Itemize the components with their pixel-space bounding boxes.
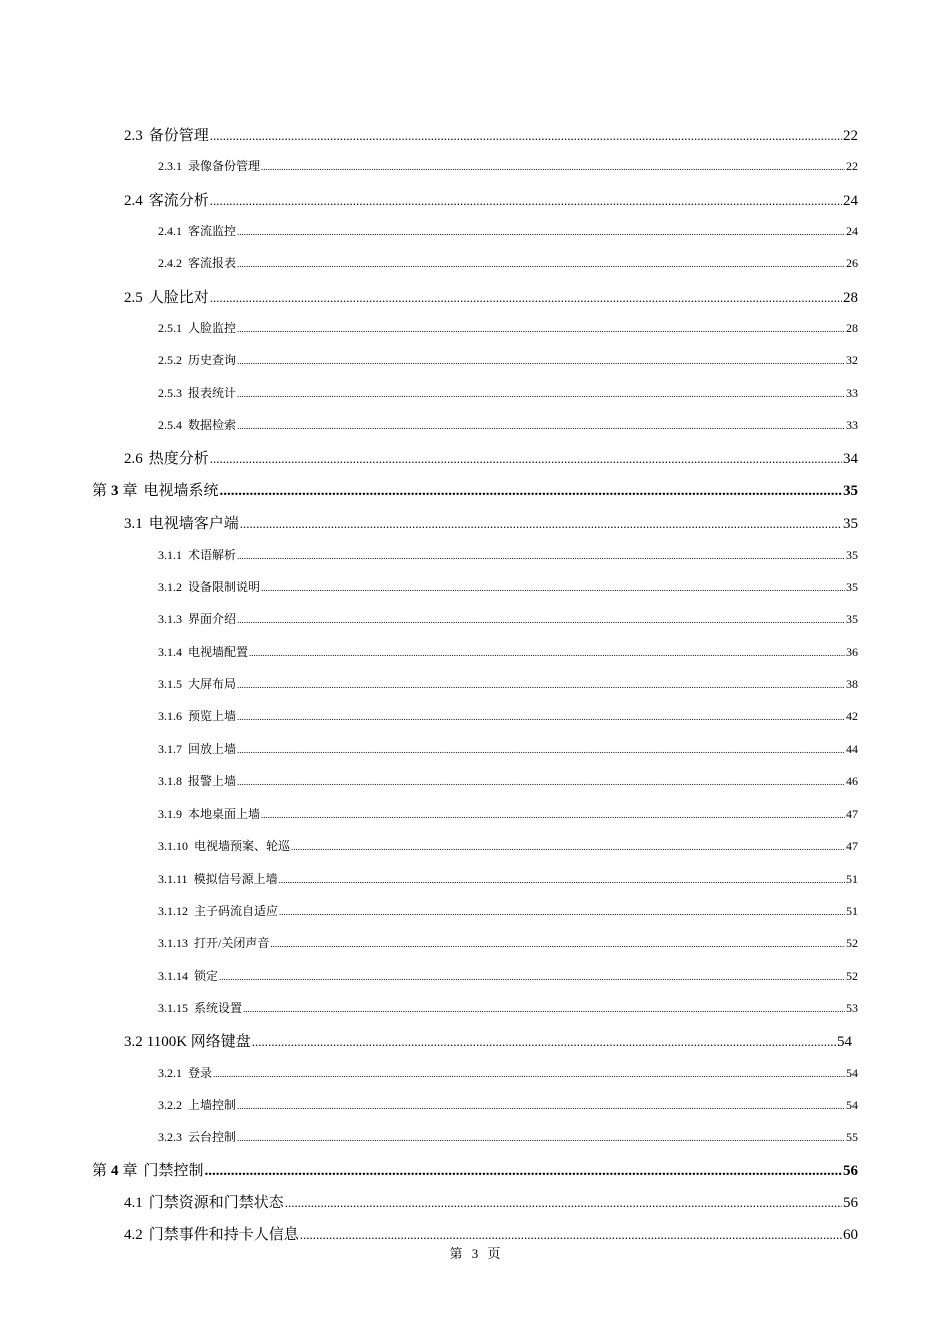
dot-leader — [237, 712, 845, 722]
toc-entry-label — [158, 707, 236, 724]
toc-entry-title: 打开/关闭声音 — [194, 936, 270, 950]
dot-leader — [205, 1163, 842, 1180]
dot-leader — [210, 290, 842, 306]
footer-prefix: 第 — [449, 1246, 463, 1261]
dot-leader — [237, 421, 845, 431]
chapter-prefix: 第 — [92, 483, 108, 499]
section-number: 3.2.2 — [158, 1098, 182, 1112]
toc-entry-label — [158, 254, 236, 271]
toc-entry[interactable] — [158, 222, 858, 239]
dot-leader — [285, 1195, 842, 1211]
toc-entry[interactable] — [158, 1128, 858, 1145]
toc-page-number: 28 — [843, 290, 858, 306]
toc-entry-title: 术语解析 — [188, 548, 237, 562]
section-number: 2.5 — [124, 290, 143, 306]
toc-entry-title: 电视墙系统 — [143, 483, 219, 499]
dot-leader — [300, 1227, 842, 1243]
toc-page-number: 22 — [843, 128, 858, 144]
toc-entry-title: 报表统计 — [188, 386, 237, 400]
section-number: 3.1.14 — [158, 969, 188, 983]
dot-leader — [291, 842, 845, 852]
toc-entry-label — [158, 1064, 212, 1081]
toc-entry[interactable] — [92, 479, 858, 500]
toc-entry-title: 界面介绍 — [188, 612, 237, 626]
toc-page-number: 44 — [846, 742, 858, 756]
toc-page-number: 56 — [843, 1163, 858, 1179]
section-number: 3.1.4 — [158, 645, 182, 659]
dot-leader — [237, 259, 845, 269]
toc-page-number: 35 — [846, 612, 858, 626]
section-number: 4.1 — [124, 1195, 143, 1211]
toc-entry-label — [158, 610, 236, 627]
toc-entry-label — [158, 319, 236, 336]
toc-entry-title: 云台控制 — [188, 1130, 237, 1144]
toc-entry-title: 登录 — [188, 1066, 213, 1080]
toc-page-number: 33 — [846, 386, 858, 400]
toc-entry-title: 上墙控制 — [188, 1098, 237, 1112]
toc-entry-title: 模拟信号源上墙 — [193, 872, 278, 886]
toc-page-number: 51 — [846, 904, 858, 918]
toc-entry[interactable] — [124, 189, 858, 210]
toc-entry-label — [124, 512, 239, 533]
toc-entry[interactable] — [158, 578, 858, 595]
dot-leader — [210, 128, 842, 144]
toc-entry-title: 数据检索 — [188, 418, 237, 432]
section-number: 4.2 — [124, 1227, 143, 1243]
section-number: 3.2 — [124, 1034, 143, 1050]
dot-leader — [243, 1004, 845, 1014]
toc-entry[interactable] — [158, 675, 858, 692]
toc-entry[interactable] — [158, 772, 858, 789]
toc-page-number: 24 — [846, 224, 858, 238]
dot-leader — [220, 483, 842, 500]
toc-entry-title: 历史查询 — [188, 353, 237, 367]
toc-page-number: 36 — [846, 645, 858, 659]
toc-entry-label — [92, 1159, 204, 1180]
toc-entry[interactable] — [158, 707, 858, 724]
toc-entry-label — [158, 1096, 236, 1113]
section-number: 3.1.10 — [158, 839, 188, 853]
toc-entry-title: 门禁事件和持卡人信息 — [148, 1227, 299, 1243]
dot-leader — [249, 648, 845, 658]
toc-page-number: 52 — [846, 969, 858, 983]
toc-entry-title: 电视墙预案、轮巡 — [194, 839, 291, 853]
dot-leader — [261, 810, 845, 820]
toc-entry-title: 人脸比对 — [148, 290, 209, 306]
toc-page-number: 35 — [843, 483, 858, 499]
toc-entry[interactable] — [158, 999, 858, 1016]
toc-page-number: 46 — [846, 774, 858, 788]
section-number: 3.2.3 — [158, 1130, 182, 1144]
toc-entry-title: 人脸监控 — [188, 321, 237, 335]
dot-leader — [237, 356, 845, 366]
section-number: 3.1.5 — [158, 677, 182, 691]
toc-entry[interactable] — [158, 934, 858, 951]
toc-entry-label — [158, 675, 236, 692]
dot-leader — [237, 745, 845, 755]
toc-entry[interactable] — [158, 254, 858, 271]
toc-entry[interactable] — [124, 1223, 858, 1244]
toc-entry-title: 备份管理 — [148, 128, 209, 144]
toc-entry[interactable] — [124, 512, 858, 533]
toc-page-number: 51 — [846, 872, 858, 886]
toc-page-number: 26 — [846, 256, 858, 270]
toc-entry-label — [158, 740, 236, 757]
toc-page-number: 34 — [843, 451, 858, 467]
section-number: 2.5.3 — [158, 386, 182, 400]
section-number: 3.1.7 — [158, 742, 182, 756]
chapter-suffix: 章 — [122, 1163, 138, 1179]
toc-page-number: 53 — [846, 1001, 858, 1015]
footer-page-number: 3 — [471, 1246, 479, 1261]
toc-entry-label — [124, 124, 209, 145]
toc-entry-title: 锁定 — [194, 969, 219, 983]
toc-entry[interactable] — [158, 1064, 858, 1081]
section-number: 3.1.3 — [158, 612, 182, 626]
toc-entry-label — [158, 222, 236, 239]
chapter-suffix: 章 — [122, 483, 138, 499]
dot-leader — [279, 907, 845, 917]
toc-page-number: 35 — [846, 580, 858, 594]
toc-entry[interactable] — [92, 1159, 858, 1180]
dot-leader — [237, 615, 845, 625]
section-number: 3.2.1 — [158, 1066, 182, 1080]
section-number: 3.1.9 — [158, 807, 182, 821]
toc-entry[interactable] — [158, 416, 858, 433]
toc-page-number: 35 — [843, 516, 858, 532]
toc-entry-title: 门禁资源和门禁状态 — [148, 1195, 284, 1211]
toc-entry[interactable] — [124, 124, 858, 145]
section-number: 2.5.2 — [158, 353, 182, 367]
toc-entry-label — [92, 479, 219, 500]
toc-entry-label — [158, 578, 260, 595]
toc-entry-title: 客流报表 — [188, 256, 237, 270]
toc-entry-label — [158, 805, 260, 822]
dot-leader — [261, 583, 845, 593]
toc-page-number: 55 — [846, 1130, 858, 1144]
section-number: 3.1.6 — [158, 709, 182, 723]
toc-entry-title: 设备限制说明 — [188, 580, 261, 594]
toc-entry-label — [158, 546, 236, 563]
section-number: 2.3.1 — [158, 159, 182, 173]
section-number: 3.1.1 — [158, 548, 182, 562]
toc-entry[interactable] — [158, 805, 858, 822]
toc-entry-title: 电视墙客户端 — [148, 516, 239, 532]
toc-page-number: 24 — [843, 193, 858, 209]
dot-leader — [237, 777, 845, 787]
toc-entry[interactable] — [158, 967, 858, 984]
toc-page-number: 42 — [846, 709, 858, 723]
toc-page-number: 54 — [837, 1034, 852, 1050]
toc-entry-label — [158, 384, 236, 401]
section-number: 3.1.2 — [158, 580, 182, 594]
toc-entry[interactable] — [158, 643, 858, 660]
chapter-number: 4 — [111, 1163, 119, 1179]
section-number: 2.4.2 — [158, 256, 182, 270]
dot-leader — [237, 551, 845, 561]
toc-entry[interactable] — [158, 351, 858, 368]
toc-entry-title: 报警上墙 — [188, 774, 237, 788]
toc-entry-label — [158, 902, 278, 919]
dot-leader — [252, 1034, 836, 1050]
toc-page-number: 47 — [846, 807, 858, 821]
toc-entry[interactable] — [158, 157, 858, 174]
toc-entry-title: 主子码流自适应 — [194, 904, 279, 918]
toc-entry-label — [124, 1030, 251, 1051]
toc-entry-title: 预览上墙 — [188, 709, 237, 723]
toc-entry-label — [158, 837, 290, 854]
toc-entry-label — [124, 189, 209, 210]
toc-entry-title: 电视墙配置 — [188, 645, 249, 659]
section-number: 2.5.4 — [158, 418, 182, 432]
toc-entry[interactable] — [158, 1096, 858, 1113]
dot-leader — [237, 1133, 845, 1143]
toc-page-number: 32 — [846, 353, 858, 367]
toc-page-number: 52 — [846, 936, 858, 950]
toc-page-number: 47 — [846, 839, 858, 853]
toc-entry-title: 门禁控制 — [143, 1163, 204, 1179]
toc-entry-label — [158, 870, 278, 887]
toc-entry-title: 热度分析 — [148, 451, 209, 467]
dot-leader — [213, 1069, 845, 1079]
chapter-number: 3 — [111, 483, 119, 499]
toc-page-number: 33 — [846, 418, 858, 432]
toc-entry-label — [158, 351, 236, 368]
toc-entry-title: 大屏布局 — [188, 677, 237, 691]
toc-entry-title: 客流分析 — [148, 193, 209, 209]
section-number: 3.1.11 — [158, 872, 188, 886]
dot-leader — [237, 389, 845, 399]
toc-page-number: 54 — [846, 1098, 858, 1112]
toc-page-number: 60 — [843, 1227, 858, 1243]
page-footer — [0, 1243, 950, 1262]
section-number: 2.4.1 — [158, 224, 182, 238]
dot-leader — [210, 193, 842, 209]
toc-page-number: 35 — [846, 548, 858, 562]
toc-entry[interactable] — [158, 610, 858, 627]
toc-entry-label — [158, 934, 269, 951]
section-number: 3.1.15 — [158, 1001, 188, 1015]
toc-entry[interactable] — [158, 319, 858, 336]
toc-entry-label — [124, 447, 209, 468]
toc-entry[interactable] — [158, 902, 858, 919]
toc-entry-label — [158, 157, 260, 174]
toc-entry-title: 回放上墙 — [188, 742, 237, 756]
toc-entry-title: 1100K 网络键盘 — [146, 1034, 251, 1050]
section-number: 3.1.13 — [158, 936, 188, 950]
toc-entry-title: 客流监控 — [188, 224, 237, 238]
toc-entry-label — [158, 999, 242, 1016]
section-number: 2.3 — [124, 128, 143, 144]
toc-entry-title: 系统设置 — [194, 1001, 243, 1015]
toc-entry[interactable] — [158, 837, 858, 854]
toc-entry-label — [124, 1191, 284, 1212]
toc-entry[interactable] — [158, 384, 858, 401]
section-number: 3.1 — [124, 516, 143, 532]
section-number: 3.1.8 — [158, 774, 182, 788]
section-number: 2.6 — [124, 451, 143, 467]
toc-page-number: 22 — [846, 159, 858, 173]
dot-leader — [237, 1101, 845, 1111]
toc-entry[interactable] — [158, 740, 858, 757]
toc-page-number: 38 — [846, 677, 858, 691]
toc-entry-label — [158, 643, 248, 660]
toc-entry[interactable] — [124, 286, 858, 307]
toc-entry[interactable] — [158, 546, 858, 563]
toc-entry[interactable] — [158, 870, 858, 887]
dot-leader — [219, 972, 845, 982]
toc-entry-title: 本地桌面上墙 — [188, 807, 261, 821]
toc-entry-label — [158, 772, 236, 789]
toc-entry-label — [158, 1128, 236, 1145]
section-number: 2.4 — [124, 193, 143, 209]
section-number: 3.1.12 — [158, 904, 188, 918]
toc-entry-label — [158, 416, 236, 433]
dot-leader — [261, 162, 845, 172]
toc-entry[interactable] — [124, 447, 858, 468]
dot-leader — [240, 516, 842, 532]
toc-entry-label — [124, 1223, 299, 1244]
toc-page-number: 28 — [846, 321, 858, 335]
toc-entry-title: 录像备份管理 — [188, 159, 261, 173]
dot-leader — [279, 875, 845, 885]
dot-leader — [237, 680, 845, 690]
dot-leader — [270, 939, 845, 949]
section-number: 2.5.1 — [158, 321, 182, 335]
toc-entry-label — [158, 967, 218, 984]
dot-leader — [237, 227, 845, 237]
toc-entry-label — [124, 286, 209, 307]
toc-page-number: 56 — [843, 1195, 858, 1211]
toc-page-number: 54 — [846, 1066, 858, 1080]
toc-entry[interactable] — [124, 1191, 858, 1212]
chapter-prefix: 第 — [92, 1163, 108, 1179]
dot-leader — [237, 324, 845, 334]
dot-leader — [210, 451, 842, 467]
footer-suffix: 页 — [487, 1246, 501, 1261]
toc-entry[interactable] — [124, 1030, 852, 1051]
